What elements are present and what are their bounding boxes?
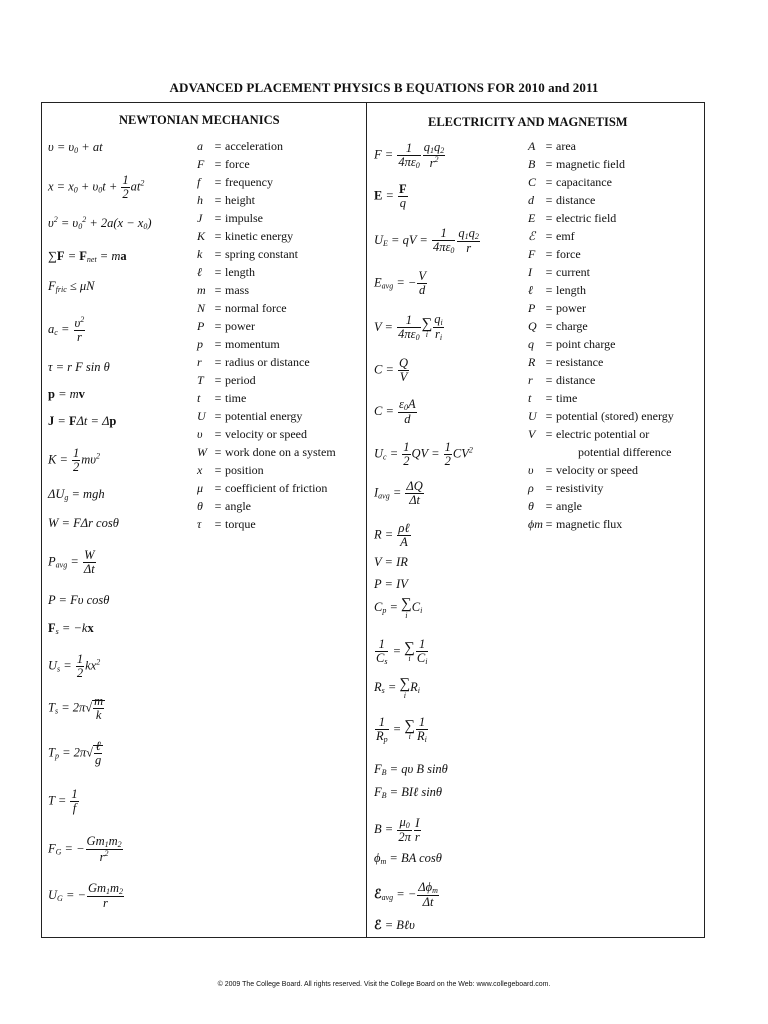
equation: J = FΔt = Δp xyxy=(48,414,117,428)
variable-definition: radius or distance xyxy=(225,355,310,369)
variable-symbol: I xyxy=(528,265,532,279)
equation: $U_c$ = $\frac{1}{2}$ QV = $\frac{1}{2}$ $CV^2$ xyxy=(374,440,473,469)
variable-definition: kinetic energy xyxy=(225,229,294,243)
variable-symbol: ℰ xyxy=(528,229,536,243)
equation: $x = x_0 + \upsilon_0t$ + $\frac{1}{2}$ $at^2$ xyxy=(48,173,145,202)
variable-definition: potential difference xyxy=(578,445,672,459)
equation: $C_p$ = ∑ i $C_i$ xyxy=(374,596,423,620)
mechanics-heading: NEWTONIAN MECHANICS xyxy=(119,113,280,127)
variable-symbol: K xyxy=(197,229,206,243)
equation: $\Delta U_g$ = mgh xyxy=(48,487,105,502)
variable-symbol: t xyxy=(528,391,532,405)
equals-sign: = xyxy=(545,409,553,423)
equation: P = IV xyxy=(374,577,408,591)
equals-sign: = xyxy=(214,391,222,405)
equation: $\upsilon = \upsilon_0$ + at xyxy=(48,140,103,155)
variable-definition: distance xyxy=(556,193,596,207)
equation: $\frac{1}{C_s}$ = ∑ i $\frac{1}{C_i}$ xyxy=(376,637,428,667)
variable-row xyxy=(528,499,582,514)
variable-symbol: k xyxy=(197,247,203,261)
variable-symbol: h xyxy=(197,193,203,207)
equals-sign: = xyxy=(545,319,553,333)
equation: V = $\frac{1}{4\pi\varepsilon_0}$ ∑ i $\frac{q_i}{r_i}$ xyxy=(374,312,443,343)
equals-sign: = xyxy=(545,337,553,351)
equation: $\frac{1}{R_p}$ = ∑ i $\frac{1}{R_i}$ xyxy=(376,715,427,745)
equals-sign: = xyxy=(545,157,553,171)
equals-sign: = xyxy=(214,211,222,225)
variable-symbol: r xyxy=(197,355,202,369)
variable-row xyxy=(528,445,671,460)
variable-row xyxy=(197,373,256,388)
variable-symbol: d xyxy=(528,193,534,207)
variable-row xyxy=(528,337,615,352)
variable-definition: resistance xyxy=(556,355,604,369)
variable-row xyxy=(528,517,622,532)
variable-symbol: x xyxy=(197,463,203,477)
variable-row xyxy=(528,391,577,406)
variable-definition: frequency xyxy=(225,175,273,189)
equals-sign: = xyxy=(214,157,222,171)
variable-row xyxy=(528,175,612,190)
variable-row xyxy=(197,139,283,154)
variable-symbol: U xyxy=(197,409,206,423)
variable-definition: magnetic field xyxy=(556,157,625,171)
variable-definition: impulse xyxy=(225,211,263,225)
equals-sign: = xyxy=(545,139,553,153)
equals-sign: = xyxy=(214,481,222,495)
variable-symbol: C xyxy=(528,175,537,189)
variable-definition: point charge xyxy=(556,337,616,351)
equation: K = $\frac{1}{2}$ $m\upsilon^2$ xyxy=(48,446,101,475)
variable-definition: length xyxy=(225,265,255,279)
equals-sign: = xyxy=(214,139,222,153)
variable-definition: velocity or speed xyxy=(225,427,307,441)
variable-row xyxy=(528,355,603,370)
variable-definition: angle xyxy=(556,499,582,513)
equation: ℰ = Bℓυ xyxy=(374,918,415,932)
equals-sign: = xyxy=(214,301,222,315)
variable-row xyxy=(528,283,586,298)
variable-symbol: θ xyxy=(197,499,203,513)
equals-sign: = xyxy=(214,229,222,243)
variable-row xyxy=(528,463,638,478)
equals-sign: = xyxy=(545,193,553,207)
equals-sign: = xyxy=(545,373,553,387)
equals-sign: = xyxy=(214,409,222,423)
equation: $F_s = -kx$ xyxy=(48,621,94,636)
equals-sign: = xyxy=(214,175,222,189)
variable-definition: magnetic flux xyxy=(556,517,623,531)
variable-definition: current xyxy=(556,265,590,279)
variable-row xyxy=(197,193,255,208)
variable-symbol: υ xyxy=(528,463,534,477)
variable-symbol: N xyxy=(197,301,206,315)
variable-row xyxy=(197,427,307,442)
variable-symbol: υ xyxy=(197,427,203,441)
variable-row xyxy=(197,445,336,460)
variable-symbol: P xyxy=(197,319,205,333)
variable-symbol: ℓ xyxy=(197,265,202,279)
equation: $F_B = q\upsilon$ B sinθ xyxy=(374,762,448,777)
variable-symbol: m xyxy=(197,283,206,297)
variable-row xyxy=(197,499,251,514)
equals-sign: = xyxy=(545,481,553,495)
variable-definition: area xyxy=(556,139,576,153)
variable-row xyxy=(197,319,255,334)
equation: $F_{fric} \le \mu N$ xyxy=(48,279,95,294)
variable-symbol: ρ xyxy=(528,481,534,495)
variable-definition: length xyxy=(556,283,586,297)
variable-symbol: U xyxy=(528,409,537,423)
variable-row xyxy=(197,391,246,406)
variable-definition: torque xyxy=(225,517,256,531)
equals-sign: = xyxy=(214,319,222,333)
em-heading: ELECTRICITY AND MAGNETISM xyxy=(428,115,628,129)
variable-row xyxy=(197,157,250,172)
variable-definition: angle xyxy=(225,499,251,513)
variable-symbol: V xyxy=(528,427,536,441)
variable-symbol: T xyxy=(197,373,204,387)
equation: $U_G$ = − $\frac{Gm_1m_2}{r}$ xyxy=(48,881,124,911)
variable-row xyxy=(528,139,576,154)
variable-row xyxy=(197,211,263,226)
variable-row xyxy=(197,463,264,478)
equation: R = $\frac{\text{ρℓ}}{A}$ xyxy=(374,521,410,550)
equals-sign: = xyxy=(545,283,553,297)
variable-definition: capacitance xyxy=(556,175,612,189)
variable-row xyxy=(528,157,625,172)
variable-definition: distance xyxy=(556,373,596,387)
equation: T = $\frac{1}{f}$ xyxy=(48,787,78,816)
equation: $\phi_m$ = BA cosθ xyxy=(374,851,442,866)
copyright-footer: © 2009 The College Board. All rights reserved. Visit the College Board on the Web: www.collegeboard.com. xyxy=(217,981,551,988)
variable-definition: mass xyxy=(225,283,249,297)
variable-definition: force xyxy=(556,247,581,261)
variable-row xyxy=(528,247,581,262)
equation: $T_p = 2\pi√$ $\frac{\text{ℓ}}{g}$ xyxy=(48,739,102,768)
variable-symbol: θ xyxy=(528,499,534,513)
variable-row xyxy=(197,517,256,532)
equation: $\upsilon^2 = \upsilon_0^2 + 2a(x - x_0)$ xyxy=(48,215,152,231)
equation: $F_B$ = BIℓ sinθ xyxy=(374,785,443,800)
equation: $U_s$ = $\frac{1}{2}$ $kx^2$ xyxy=(48,652,101,681)
variable-symbol: R xyxy=(528,355,536,369)
variable-definition: time xyxy=(556,391,578,405)
variable-symbol: t xyxy=(197,391,201,405)
variable-definition: electric field xyxy=(556,211,617,225)
variable-symbol: a xyxy=(197,139,203,153)
equals-sign: = xyxy=(214,499,222,513)
equation: C = $\frac{Q}{V}$ xyxy=(374,356,409,385)
equals-sign: = xyxy=(545,247,553,261)
variable-row xyxy=(197,175,273,190)
equals-sign: = xyxy=(545,427,553,441)
equation: $F_G$ = − $\frac{Gm_1m_2}{r^2}$ xyxy=(48,834,122,865)
equals-sign: = xyxy=(545,229,553,243)
equals-sign: = xyxy=(545,175,553,189)
equation: $I_{avg}$ = $\frac{\Delta Q}{\Delta t}$ xyxy=(374,479,423,508)
variable-symbol: F xyxy=(528,247,536,261)
equals-sign: = xyxy=(214,337,222,351)
equation: $a_c$ = $\frac{\upsilon^2}{r}$ xyxy=(48,315,85,345)
equation: B = $\frac{\mu_0}{2\pi}$ $\frac{I}{r}$ xyxy=(374,815,420,845)
variable-symbol: W xyxy=(197,445,207,459)
variable-definition: force xyxy=(225,157,250,171)
variable-symbol: f xyxy=(197,175,201,189)
equation: τ = r F sin θ xyxy=(48,360,110,374)
variable-definition: velocity or speed xyxy=(556,463,638,477)
variable-definition: electric potential or xyxy=(556,427,650,441)
variable-row xyxy=(528,481,603,496)
equals-sign: = xyxy=(545,391,553,405)
equation: W = FΔr cosθ xyxy=(48,516,119,530)
variable-definition: acceleration xyxy=(225,139,283,153)
variable-definition: resistivity xyxy=(556,481,604,495)
variable-definition: normal force xyxy=(225,301,287,315)
variable-row xyxy=(197,283,249,298)
equals-sign: = xyxy=(214,247,222,261)
variable-row xyxy=(197,247,298,262)
variable-symbol: ℓ xyxy=(528,283,533,297)
variable-row xyxy=(197,265,255,280)
variable-symbol: A xyxy=(528,139,536,153)
variable-row xyxy=(197,355,310,370)
variable-definition: power xyxy=(225,319,255,333)
equation: F = $\frac{1}{4\pi\varepsilon_0}$ $\frac{q_1q_2}{r^2}$ xyxy=(374,140,445,171)
equals-sign: = xyxy=(545,355,553,369)
variable-symbol: J xyxy=(197,211,203,225)
equals-sign: = xyxy=(214,463,222,477)
equals-sign: = xyxy=(545,517,553,531)
variable-row xyxy=(197,337,280,352)
variable-symbol: ϕm xyxy=(528,517,543,531)
variable-definition: power xyxy=(556,301,586,315)
variable-definition: position xyxy=(225,463,264,477)
variable-row xyxy=(528,319,588,334)
equals-sign: = xyxy=(545,211,553,225)
variable-symbol: B xyxy=(528,157,536,171)
variable-symbol: r xyxy=(528,373,533,387)
variable-row xyxy=(197,229,293,244)
equation: ℰ$_{avg}$ = − $\frac{\Delta\phi_m}{\Delta t}$ xyxy=(374,880,438,910)
variable-definition: work done on a system xyxy=(225,445,336,459)
equals-sign: = xyxy=(214,193,222,207)
equals-sign: = xyxy=(214,265,222,279)
variable-row xyxy=(197,409,302,424)
variable-row xyxy=(528,229,575,244)
variable-symbol: F xyxy=(197,157,205,171)
equals-sign: = xyxy=(545,301,553,315)
equals-sign: = xyxy=(214,283,222,297)
variable-symbol: p xyxy=(197,337,203,351)
variable-symbol: Q xyxy=(528,319,537,333)
variable-symbol: P xyxy=(528,301,536,315)
equation: $P_{avg}$ = $\frac{W}{\Delta t}$ xyxy=(48,548,95,577)
equals-sign: = xyxy=(214,517,222,531)
equation: E = $\frac{F}{q}$ xyxy=(374,182,407,211)
variable-row xyxy=(528,193,595,208)
equation: $R_s$ = ∑ i $R_i$ xyxy=(374,676,421,700)
equals-sign: = xyxy=(214,373,222,387)
equation: C = $\frac{\varepsilon_0A}{d}$ xyxy=(374,397,416,427)
equation: $U_E$ = qV = $\frac{1}{4\pi\varepsilon_0}$ $\frac{q_1q_2}{r}$ xyxy=(374,226,479,256)
variable-definition: coefficient of friction xyxy=(225,481,328,495)
variable-symbol: μ xyxy=(197,481,204,495)
variable-row xyxy=(197,301,287,316)
variable-row xyxy=(528,211,616,226)
variable-row xyxy=(528,373,595,388)
equation: $\sum F = F_{net}$ = ma xyxy=(48,249,127,264)
variable-symbol: E xyxy=(528,211,536,225)
variable-row xyxy=(197,481,327,496)
variable-definition: emf xyxy=(556,229,575,243)
equals-sign: = xyxy=(214,427,222,441)
equation: p = mv xyxy=(48,387,85,401)
column-divider xyxy=(366,102,367,938)
variable-row xyxy=(528,265,590,280)
equals-sign: = xyxy=(214,445,222,459)
equals-sign: = xyxy=(214,355,222,369)
variable-definition: height xyxy=(225,193,255,207)
variable-row xyxy=(528,427,649,442)
variable-row xyxy=(528,409,674,424)
variable-definition: time xyxy=(225,391,247,405)
variable-definition: spring constant xyxy=(225,247,298,261)
equation: $E_{avg}$ = − $\frac{V}{d}$ xyxy=(374,269,426,298)
equation: $T_s = 2\pi√$ $\frac{m}{k}$ xyxy=(48,694,104,723)
page-title: ADVANCED PLACEMENT PHYSICS B EQUATIONS FOR 2010 and 2011 xyxy=(169,80,599,95)
variable-definition: momentum xyxy=(225,337,280,351)
variable-row xyxy=(528,301,586,316)
variable-symbol: τ xyxy=(197,517,202,531)
variable-definition: potential energy xyxy=(225,409,303,423)
equation: V = IR xyxy=(374,555,408,569)
variable-definition: potential (stored) energy xyxy=(556,409,674,423)
equation: P = Fυ cosθ xyxy=(48,593,110,607)
equals-sign: = xyxy=(545,265,553,279)
equals-sign: = xyxy=(545,499,553,513)
variable-symbol: q xyxy=(528,337,534,351)
variable-definition: charge xyxy=(556,319,588,333)
equals-sign: = xyxy=(545,463,553,477)
variable-definition: period xyxy=(225,373,256,387)
